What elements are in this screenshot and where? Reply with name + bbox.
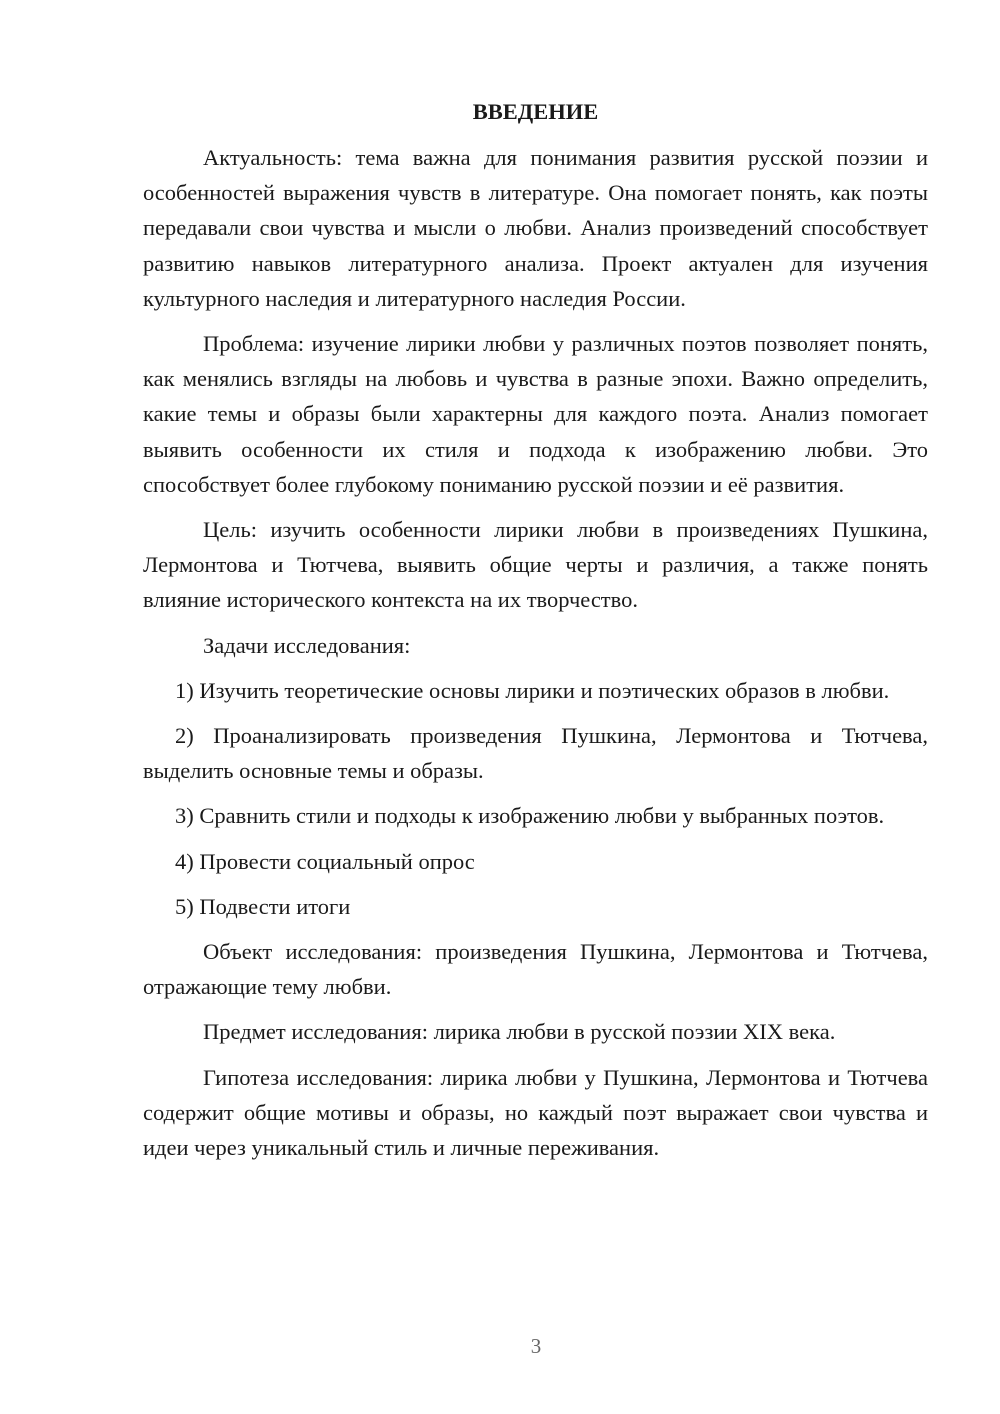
task-item: 5) Подвести итоги [175, 893, 351, 919]
page-content [143, 92, 928, 1175]
subject-paragraph: Предмет исследования: лирика любви в русской поэзии XIX века. [203, 1019, 836, 1045]
object-paragraph: Объект исследования: произведения Пушкина, Лермонтова и Тютчева, отражающие тему любви. [143, 939, 928, 1000]
task-item: 1) Изучить теоретические основы лирики и поэтических образов в любви. [175, 677, 890, 703]
page-number: 3 [530, 1334, 542, 1358]
task-item: 2) Проанализировать произведения Пушкина, Лермонтова и Тютчева, выделить основные темы и образы. [143, 723, 928, 784]
problem-paragraph: Проблема: изучение лирики любви у различных поэтов позволяет понять, как менялись взгляды на любовь и чувства в разные эпохи. Важно определить, какие темы и образы были характерны для каждого поэта. Анализ помогает выявить особенности их стиля и подхода к изображению любви. Это способствует более глубокому пониманию русской поэзии и её развития. [143, 331, 928, 497]
goal-paragraph: Цель: изучить особенности лирики любви в произведениях Пушкина, Лермонтова и Тютчева, выявить общие черты и различия, а также понять влияние исторического контекста на их творчество. [143, 517, 928, 613]
hypothesis-paragraph: Гипотеза исследования: лирика любви у Пушкина, Лермонтова и Тютчева содержит общие мотивы и образы, но каждый поэт выражает свои чувства и идеи через уникальный стиль и личные переживания. [143, 1064, 928, 1161]
page-title: ВВЕДЕНИЕ [472, 99, 599, 124]
tasks-intro: Задачи исследования: [203, 632, 411, 658]
relevance-paragraph: Актуальность: тема важна для понимания развития русской поэзии и особенностей выражения чувств в литературе. Она помогает понять, как поэты передавали свои чувства и мысли о любви. Анализ произведений способствует развитию навыков литературного анализа. Проект актуален для изучения культурного наследия и литературного наследия России. [143, 145, 928, 311]
task-item: 4) Провести социальный опрос [175, 848, 475, 874]
task-item: 3) Сравнить стили и подходы к изображению любви у выбранных поэтов. [175, 803, 885, 829]
